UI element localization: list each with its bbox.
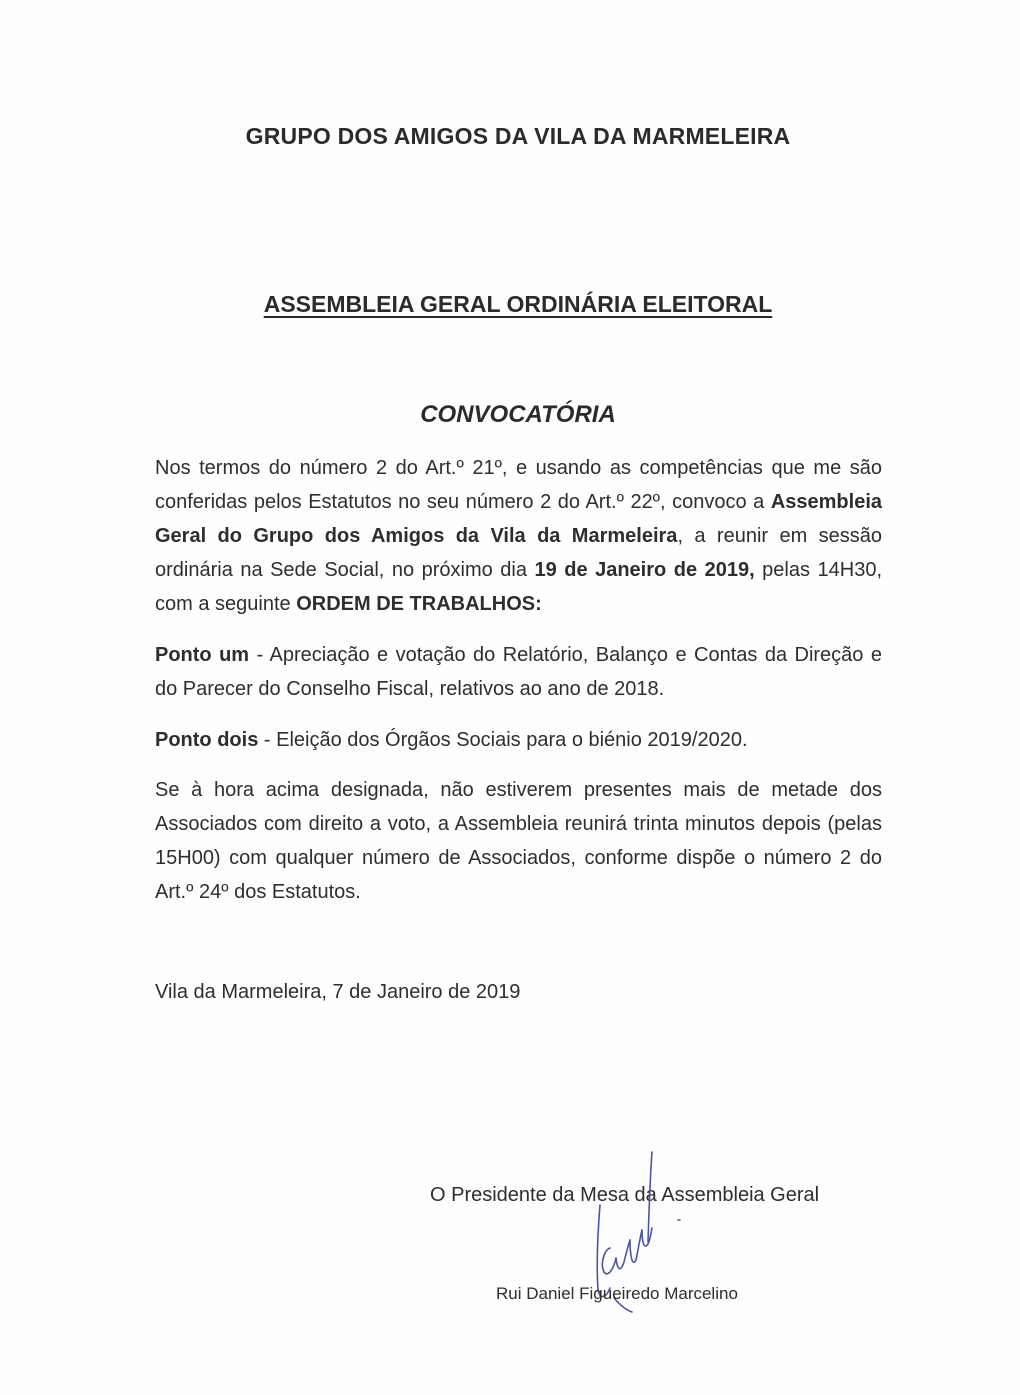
agenda-item-text: - Eleição dos Órgãos Sociais para o biénio 2019/2020. [258,729,748,751]
agenda-item-label: Ponto dois [155,729,259,751]
paragraph-text: pelas 14H30, com a seguinte [155,559,883,615]
agenda-item-one [155,638,882,706]
agenda-item-two [155,723,882,757]
agenda-label-bold: ORDEM DE TRABALHOS: [296,593,542,615]
paragraph-text: , a reunir em sessão ordinária na Sede Social, no próximo dia [155,525,882,581]
assembly-title: ASSEMBLEIA GERAL ORDINÁRIA ELEITORAL [263,291,773,317]
paragraph-text: Nos termos do número 2 do Art.º 21º, e usando as competências que me são conferidas pelos Estatutos no seu número 2 do Art.º 22º, convoco a [155,457,882,513]
agenda-item-label: Ponto um [155,644,250,666]
assembly-name-bold: Assembleia Geral do Grupo dos Amigos da Vila da Marmeleira [155,491,882,547]
document-heading: CONVOCATÓRIA [420,401,616,428]
organization-title: GRUPO DOS AMIGOS DA VILA DA MARMELEIRA [245,123,791,149]
meeting-date-bold: 19 de Janeiro de 2019, [534,559,755,581]
place-date: Vila da Marmeleira, 7 de Janeiro de 2019 [155,981,521,1003]
agenda-item-text: - Apreciação e votação do Relatório, Balanço e Contas da Direção e do Parecer do Conselho Fiscal, relativos ao ano de 2018. [155,644,882,700]
paragraph-convocation [155,451,882,621]
paragraph-quorum: Se à hora acima designada, não estiverem presentes mais de metade dos Associados com direito a voto, a Assembleia reunirá trinta minutos depois (pelas 15H00) com qualquer número de Associados, conforme dispõe o número 2 do Art.º 24º dos Estatutos. [155,779,882,903]
signer-name: Rui Daniel Figueiredo Marcelino [496,1284,738,1303]
signer-role: O Presidente da Mesa da Assembleia Geral [430,1184,820,1206]
